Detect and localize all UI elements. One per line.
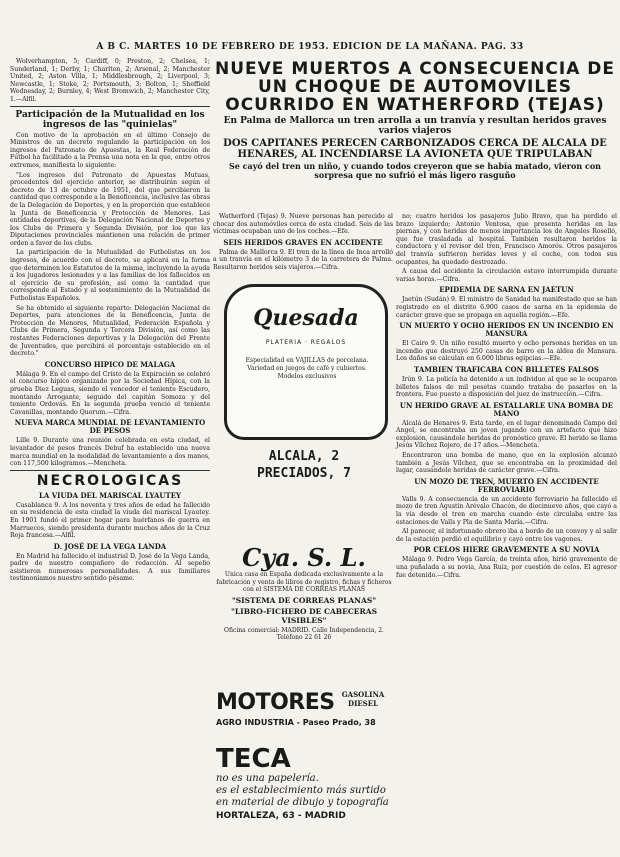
article-paragraph: Casablanca 9. A los noventa y tres años de edad ha fallecido en su residencia de esta ciudad la viuda del mariscal Lyautey. En 1901 fundó el primer hogar para huérfanos de guerra en Marruecos, siendo presidenta durante muchos años de la Cruz Roja francesa.—Alfil. [10, 501, 210, 540]
ad-cya [216, 545, 392, 685]
article-headline-mutualidad: Participación de la Mutualidad en los ingresos de las "quinielas" [15, 109, 205, 130]
ad-quesada [216, 258, 392, 518]
article-paragraph: Watherford (Tejas) 9. Nueve personas han perecido al chocar dos automóviles cerca de esta ciudad. Seis de las víctimas ocupaban uno de los coches.—Efe. [213, 213, 393, 236]
necrologicas-title: NECROLOGICAS [36, 472, 184, 489]
article-paragraph: Palma de Mallorca 9. El tren de la línea de Inca arrolló a un tranvía en el kilómetro 3 de la carretera de Palma. Resultaron heridos seis viajeros.—Cifra. [213, 248, 393, 271]
article-paragraph: Lille 9. Durante una reunión celebrada en esta ciudad, el levantador de pesos francés Debuf ha establecido una nueva marca mundial en la modalidad de levantamiento a dos manos, con 117,500 kilogramos.—Mencheta. [10, 437, 210, 468]
article-headline: UN HERIDO GRAVE AL ESTALLARLE UNA BOMBA DE MANO [399, 400, 614, 418]
football-scores: Wolverhampton, 5; Cardiff, 0; Preston, 2; Chelsea, 1; Sunderland, 1; Derby, 1; Charlton, 2; Arsenal, 2; Manchester United, 2; Aston Villa, 1; Middlesbrough, 2; Liverpool, 3; Newcastle, 1; Stoke, 2; Portsmouth, 3; Bolton, 1; Sheffield Wednesday, 2; Burnley, 4; West Bromwich, 2; Manchester City, 1.—Alfil. [10, 58, 210, 103]
obituary-headline: LA VIUDA DEL MARISCAL LYAUTEY [38, 490, 182, 500]
subheadline: En Palma de Mallorca un tren arrolla a un tranvía y resultan heridos graves varios viajeros [223, 116, 607, 136]
ad-title: MOTORES [216, 690, 335, 715]
article-paragraph: Málaga 9. En el campo del Cristo de la Expiración se celebró el concurso hípico organizado por la Sociedad Hípica, con la prueba Diez Leguas, siendo el vencedor el teniente Escudero, montando Arrogante, seguido del capitán Somoza y del teniente Ordovás. En la segunda prueba venció el teniente Cavanillas, montando Quorum.—Cifra. [10, 370, 210, 416]
article-paragraph: En Madrid ha fallecido el industrial D. José de la Vega Landa, padre de nuestro compañero de redacción. Al sepelio asistieron numerosas personalidades. A sus familiares testimoniamos nuestro sentido pésame. [10, 552, 210, 583]
article-paragraph: Valls 9. A consecuencia de un accidente ferroviario ha fallecido el mozo de tren Agustín Arévalo Chacón, de diecinueve años, que cayó a la vía desde el tren en marcha cuando éste circulaba entre las estaciones de Valls y Pla de Santa María.—Cifra. [396, 495, 617, 526]
article-paragraph: Se ha obtenido el siguiente reparto: Delegación Nacional de Deportes, para atenciones de la Beneficencia, Junta de Protección de Menores, Mutualidad, Federación Española y Clubs de Primera, Segunda y Tercera División, así como las restantes Federaciones deportivas y la Delegación del Frente de Juventudes, que percibirá el porcentaje establecido en el decreto." [10, 304, 210, 358]
article-paragraph: Irún 9. La policía ha detenido a un individuo al que se le ocuparon billetes falsos de mil pesetas cuando trataba de pasarlos en la frontera. Fue puesto a disposición del juez de instrucción.—Cifra. [396, 375, 617, 399]
ad-feature: "SISTEMA DE CORREAS PLANAS" [231, 595, 377, 605]
ad-address: AGRO INDUSTRIA - Paseo Prado, 38 [216, 718, 376, 727]
article-headline-hipico: CONCURSO HIPICO DE MALAGA [44, 359, 176, 369]
divider [10, 470, 210, 471]
ad-title: TECA [216, 744, 291, 774]
article-paragraph: Encontraron una bomba de mano, que en la explosión alcanzó también a Jesús Vílchez, que se encontraba en la proximidad del lugar, causándole heridas de carácter grave.—Cifra. [396, 452, 617, 475]
ad-frame [224, 284, 388, 440]
article-headline: POR CELOS HIERE GRAVEMENTE A SU NOVIA [413, 545, 600, 555]
ad-slogan: es el establecimiento más surtido [216, 785, 386, 796]
ad-address: HORTALEZA, 63 - MADRID [216, 811, 346, 821]
ad-contact: Oficina comercial: MADRID. Calle Independencia, 2. Teléfono 22 61 26 [224, 626, 384, 641]
article-paragraph: Al parecer, el infortunado obrero iba a bordo de un convoy y al salir de la estación perdió el equilibrio y cayó entre los vagones. [396, 528, 617, 543]
article-paragraph: La participación de la Mutualidad de Futbolistas en los ingresos, de acuerdo con el decreto, se aplicará en la forma que determinen los Estatutos de la misma, incluyendo la ayuda a los jugadores lesionados y a las familias de los fallecidos en el ejercicio de su profesión, así como la cantidad que corresponde al Estado y al sostenimiento de la Mutualidad de Futbolistas Españoles. [10, 249, 210, 303]
article-paragraph: Con motivo de la aprobación en el último Consejo de Ministros de un decreto regulando la participación en los ingresos del Patronato de Apuestas, la Real Federación de Fútbol ha facilitado a la Prensa una nota en la que, entre otros extremos, manifiesta lo siguiente: [10, 131, 210, 169]
article-headline-pesos: NUEVA MARCA MUNDIAL DE LEVANTAMIENTO DE PESOS [14, 418, 206, 436]
article-headline: SEIS HERIDOS GRAVES EN ACCIDENTE [223, 237, 383, 247]
article-headline: TAMBIEN TRAFICABA CON BILLETES FALSOS [414, 364, 599, 374]
main-headline-block [213, 58, 617, 213]
obituary-headline: D. JOSÉ DE LA VEGA LANDA [53, 541, 167, 551]
left-column [10, 58, 210, 848]
ad-brand: Quesada [253, 305, 359, 331]
ad-slogan: no es una papelería. [216, 773, 319, 784]
ad-motores [216, 688, 392, 738]
second-subheadline: Se cayó del tren un niño, y cuando todos creyeron que se había matado, vieron con sorpresa que no sufrió el más ligero rasguño [229, 161, 601, 180]
ad-body: Unica casa en España dedicada exclusivamente a la fabricación y venta de libros de registro, fichas y ficheros con el SISTEMA DE CORREAS PLANAS [216, 571, 392, 593]
article-paragraph: no; cuatro heridos los pasajeros Julio Bravo, que ha perdido el brazo izquierdo; Antonio Ventosa, que presenta heridas en las piernas, y con heridas de menos importancia los de Angeles Roselló, que fue trasladada al hospital. También resultaron heridos la conductora y el revisor del tren, Francisco Amorós. Otros pasajeros del tranvía sufrieron heridas leves y el coche, con todos sus ocupantes, ha quedado destrozado. [396, 213, 617, 266]
ad-address-line: PRECIADOS, 7 [257, 466, 351, 481]
article-paragraph: "Los ingresos del Patronato de Apuestas Mutuas, procedentes del ejercicio anterior, se distribuirán según el decreto de 13 de octubre de 1951, del que percibieron la cantidad que corresponde a la Beneficencia, inclusive las obras de la Delegación de Deportes, y en la proporción que establece la Junta de Beneficencia y Protección de Menores. Las entidades deportivas, de la Delegación Nacional de Deportes y los Clubs de Primera y Segunda División, por los que las Diputaciones provinciales mantienen una relación de primer orden a favor de los clubs. [10, 171, 210, 247]
article-paragraph: Jaetún (Sudán) 9. El ministro de Sanidad ha manifestado que se han registrado en el distrito 6.900 casos de sarna en la epidemia de carácter grave que se propaga en aquella región.—Efe. [396, 296, 617, 319]
right-column [396, 213, 617, 853]
divider [10, 106, 210, 107]
page-header: A B C. MARTES 10 DE FEBRERO DE 1953. EDICION DE LA MAÑANA. PAG. 33 [96, 42, 524, 52]
article-paragraph: A causa del accidente la circulación estuvo interrumpida durante varias horas.—Cifra. [396, 268, 617, 283]
ad-subtitle: GASOLINA DIESEL [341, 690, 385, 708]
ad-logo: Cya. S. L. [242, 543, 366, 572]
article-headline: EPIDEMIA DE SARNA EN JAETUN [439, 285, 574, 295]
article-paragraph: Alcalá de Henares 9. Esta tarde, en el lugar denominado Campo del Angel, se encontraba un joven jugando con un artefacto que hizo explosión, causándole heridas de pronóstico grave. El herido se llama Jesús Vílchez Rojero, de 17 años.—Mencheta. [396, 419, 617, 450]
ad-tagline: PLATERIA · REGALOS [265, 339, 347, 346]
ad-teca [216, 745, 392, 850]
article-headline: UN MOZO DE TREN, MUERTO EN ACCIDENTE FERROVIARIO [414, 476, 599, 494]
ad-description: Especialidad en VAJILLAS de porcelana. Variedad en juegos de café y cubiertos. Modelos exclusivos [245, 357, 369, 380]
article-headline: UN MUERTO Y OCHO HERIDOS EN UN INCENDIO EN MANSURA [399, 321, 614, 339]
article-paragraph: Málaga 9. Pedro Vega García, de treinta años, hirió gravemente de una puñalada a su novia, Ana Ruiz, por cuestión de celos. El agresor fue detenido.—Cifra. [396, 556, 617, 579]
article-paragraph: El Cairo 9. Un niño resultó muerto y ocho personas heridas en un incendio que destruyó 250 casas de barro en la aldea de Mansura. Los daños se calculan en 6.000 libras egipcias.—Efe. [396, 340, 617, 363]
main-headline: NUEVE MUERTOS A CONSECUENCIA DE UN CHOQUE DE AUTOMOVILES OCURRIDO EN WATHERFORD (TEJAS) [214, 59, 615, 115]
ad-feature: "LIBRO-FICHERO DE CABECERAS VISIBLES" [231, 606, 377, 625]
ad-address-line: ALCALA, 2 [268, 449, 340, 464]
ad-slogan: en material de dibujo y topografía [216, 797, 389, 808]
ad-address [216, 448, 392, 482]
second-headline: DOS CAPITANES PERECEN CARBONIZADOS CERCA DE ALCALA DE HENARES, AL INCENDIARSE LA AVIONETA QUE TRIPULABAN [223, 138, 607, 160]
middle-column-text [213, 213, 393, 271]
